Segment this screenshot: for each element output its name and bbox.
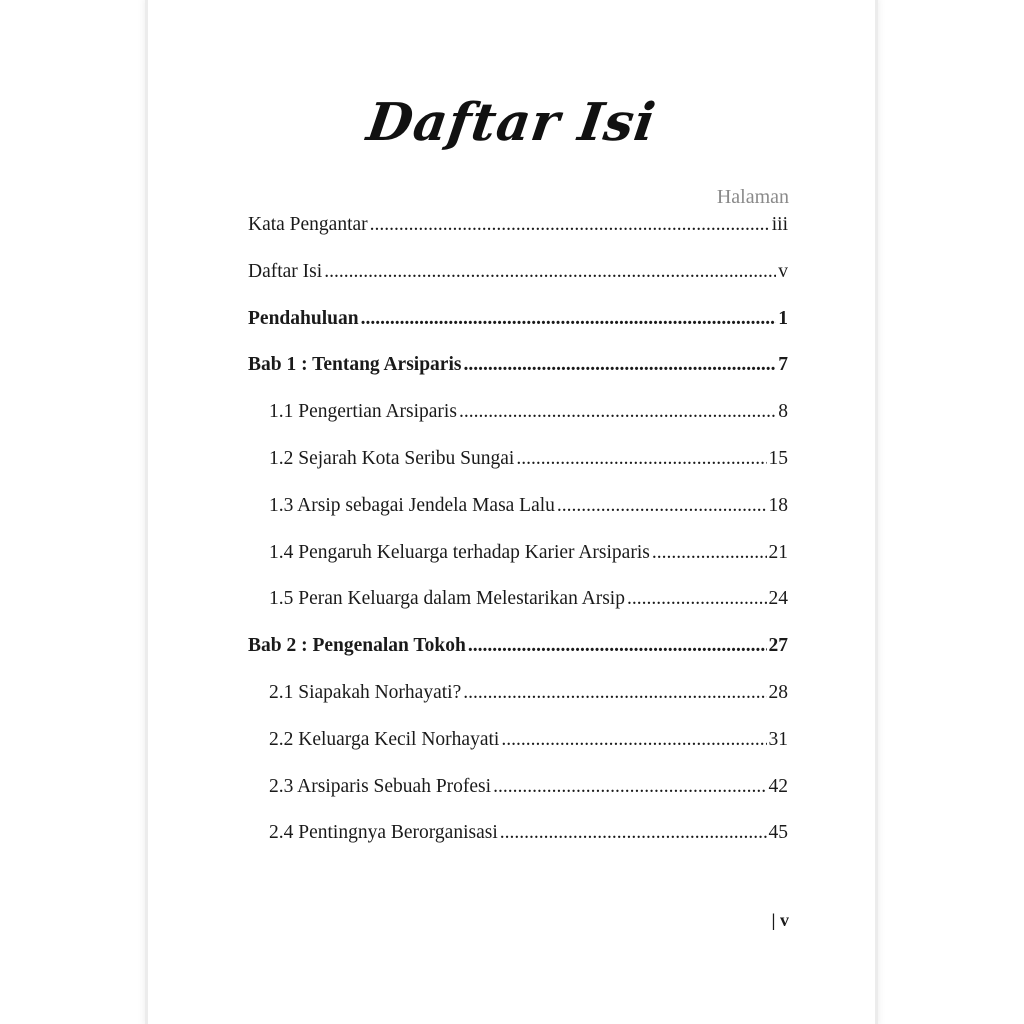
toc-entry-label: 1.4 Pengaruh Keluarga terhadap Karier Arsiparis [269, 541, 650, 563]
page-column-header: Halaman [716, 186, 789, 208]
toc-entry [248, 401, 788, 448]
toc-leader-dots [493, 776, 766, 798]
toc-entry-page: 24 [768, 588, 788, 610]
toc-leader-dots [463, 682, 766, 704]
toc-entry-page: 1 [778, 307, 788, 329]
toc-leader-dots [324, 261, 776, 283]
toc-leader-dots [516, 448, 766, 470]
page-title: Daftar Isi [363, 92, 660, 153]
toc-leader-dots [501, 729, 766, 751]
toc-entry-label: Pendahuluan [248, 307, 359, 329]
toc-entry-label: 2.3 Arsiparis Sebuah Profesi [269, 775, 492, 797]
toc-entry-label: 2.2 Keluarga Kecil Norhayati [269, 728, 500, 750]
toc-entry [248, 308, 788, 355]
toc-entry [248, 542, 788, 589]
toc-leader-dots [370, 214, 770, 236]
toc-entry-label: Bab 1 : Tentang Arsiparis [248, 354, 462, 376]
toc-entry [248, 635, 788, 682]
toc-entry [248, 448, 788, 495]
toc-entry-page: 42 [768, 775, 788, 797]
toc-entry-page: 7 [778, 354, 788, 376]
toc-leader-dots [459, 401, 776, 423]
table-of-contents [248, 214, 788, 869]
toc-leader-dots [627, 588, 767, 610]
toc-entry-label: 2.1 Siapakah Norhayati? [269, 681, 462, 703]
toc-entry [248, 822, 788, 869]
toc-entry-page: 27 [768, 635, 788, 657]
toc-leader-dots [361, 308, 777, 330]
toc-entry [248, 776, 788, 823]
toc-entry-page: 15 [768, 447, 788, 469]
toc-entry-page: 28 [768, 681, 788, 703]
toc-entry-label: Bab 2 : Pengenalan Tokoh [248, 635, 466, 657]
toc-leader-dots [500, 822, 767, 844]
toc-entry-page: 31 [768, 728, 788, 750]
toc-leader-dots [652, 542, 767, 564]
toc-leader-dots [463, 354, 776, 376]
toc-entry-page: iii [771, 214, 788, 235]
toc-leader-dots [468, 635, 767, 657]
toc-entry-label: 1.2 Sejarah Kota Seribu Sungai [269, 447, 515, 469]
toc-entry [248, 354, 788, 401]
toc-entry [248, 588, 788, 635]
page-number-marker: | v [771, 910, 789, 930]
toc-entry-label: Daftar Isi [248, 260, 323, 282]
toc-entry [248, 214, 788, 261]
toc-entry-page: 21 [768, 541, 788, 563]
toc-entry-label: 1.1 Pengertian Arsiparis [269, 401, 457, 423]
toc-entry-label: 1.3 Arsip sebagai Jendela Masa Lalu [269, 494, 555, 516]
toc-entry [248, 261, 788, 308]
toc-entry-page: 8 [778, 401, 788, 423]
document-page [148, 0, 875, 1024]
toc-entry [248, 682, 788, 729]
toc-entry-page: 45 [768, 822, 788, 844]
toc-leader-dots [557, 495, 767, 517]
toc-entry-label: 2.4 Pentingnya Berorganisasi [269, 822, 498, 844]
toc-entry [248, 729, 788, 776]
toc-entry-page: 18 [768, 494, 788, 516]
toc-entry-label: 1.5 Peran Keluarga dalam Melestarikan Arsip [269, 588, 625, 610]
toc-entry-label: Kata Pengantar [248, 214, 368, 235]
toc-entry [248, 495, 788, 542]
toc-entry-page: v [778, 260, 788, 282]
